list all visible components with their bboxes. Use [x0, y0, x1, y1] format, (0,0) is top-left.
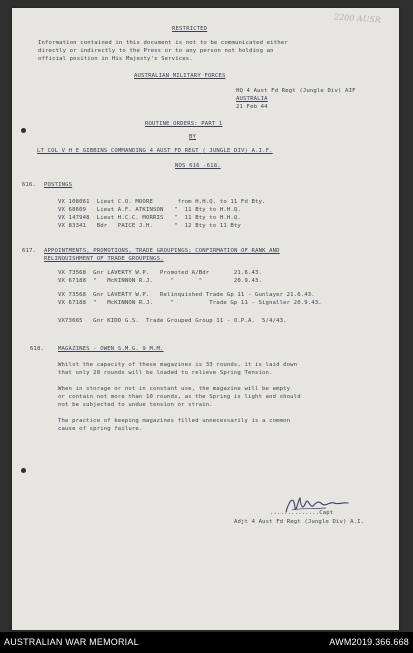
- section-617-heading-1: APPOINTMENTS, PROMOTIONS, TRADE GROUPINGS; CONFIRMATION OF RANK AND: [44, 248, 280, 254]
- order-numbers: NOS 616 -618.: [175, 163, 221, 169]
- section-616-heading: POSTINGS: [44, 182, 73, 188]
- hq-line-1: HQ 4 Aust Fd Regt (Jungle Div) AIF: [236, 88, 356, 94]
- relinquish-row: VX 73568 Gnr LAVERTY W.P. Relinquished Trade Gp 11 - Gunlayer 21.6.43.: [58, 292, 315, 298]
- paragraph-line: The practice of keeping magazines filled unnecessarily is a common: [58, 418, 291, 424]
- by-line: BY: [189, 134, 197, 140]
- posting-row: VX 83341 Bdr PAICE J.H. " 12 Bty to 11 Bty: [58, 223, 241, 229]
- paragraph-line: or contain not more than 10 rounds, as the Spring is light and should: [58, 394, 301, 400]
- posting-row: VX 147948 Lieut H.C.C. MORRIS " 11 Bty to H.H.Q.: [58, 215, 241, 221]
- document-page: [12, 8, 399, 630]
- trade-group-row: VX73665 Gnr KIDD G.S. Trade Grouped Group 11 - O.P.A. 5/4/43.: [58, 318, 287, 324]
- warning-line-1: Information contained in this document is not to be communicated either: [38, 40, 288, 46]
- corner-pencil-note: 2200 AUSR: [333, 12, 382, 25]
- footer-bar: [0, 632, 413, 653]
- section-618-number: 618.: [30, 346, 45, 352]
- promotion-row: VX 67188 " McKINNON R.J. " " 20.9.43.: [58, 278, 263, 284]
- paragraph-line: When in storage or not in constant use, the magazine will be empty: [58, 386, 291, 392]
- posting-row: VX 68609 Lieut A.F. ATKINSON " 11 Bty to H.H.Q.: [58, 207, 241, 213]
- signature-line: ..............Capt: [270, 510, 334, 516]
- promotion-row: VX 73568 Gnr LAVERTY W.P. Promoted A/Bdr 21.6.43.: [58, 270, 263, 276]
- signatory-title: Adjt 4 Aust Fd Regt (Jungle Div) A.I.: [234, 519, 365, 525]
- footer-institution: AUSTRALIAN WAR MEMORIAL: [4, 637, 139, 647]
- section-618-heading: MAGAZINES - OWEN S.M.G. 9 M.M.: [58, 346, 164, 352]
- hq-line-2: AUSTRALIA: [236, 96, 268, 102]
- orders-title: ROUTINE ORDERS: PART 1: [145, 121, 223, 127]
- paragraph-line: Whilst the capacity of these magazines is 33 rounds, it is laid down: [58, 362, 298, 368]
- section-617-heading-2: RELINQUISHMENT OF TRADE GROUPINGS.: [44, 256, 164, 262]
- punch-hole: [21, 128, 26, 133]
- warning-line-2: directly or indirectly to the Press or to any person not holding an: [38, 48, 274, 54]
- section-616-number: 616.: [22, 182, 37, 188]
- force-heading: AUSTRALIAN MILITARY FORCES: [134, 73, 226, 79]
- punch-hole: [21, 468, 26, 473]
- commander-line: LT COL V H E GIBBINS COMMANDING 4 AUST FD REGT ( JUNGLE DIV) A.I.F.: [37, 148, 273, 154]
- posting-row: VX 108061 Lieut C.O. MOORE from H.H.Q. to 11 Fd Bty.: [58, 199, 266, 205]
- warning-line-3: official position in His Majesty's Services.: [38, 56, 193, 62]
- section-617-number: 617.: [22, 248, 37, 254]
- paragraph-line: that only 28 rounds will be loaded to relieve Spring Tension.: [58, 370, 273, 376]
- footer-accession-number: AWM2019.366.668: [329, 637, 409, 647]
- paragraph-line: cause of spring failure.: [58, 426, 143, 432]
- paragraph-line: not be subjected to undue tension or strain.: [58, 402, 213, 408]
- relinquish-row: VX 67188 " McKINNON R.J. " Trade Gp 11 - Signaller 20.9.43.: [58, 300, 322, 306]
- hq-line-3: 21 Feb 44: [236, 104, 268, 110]
- classification: RESTRICTED: [172, 26, 208, 32]
